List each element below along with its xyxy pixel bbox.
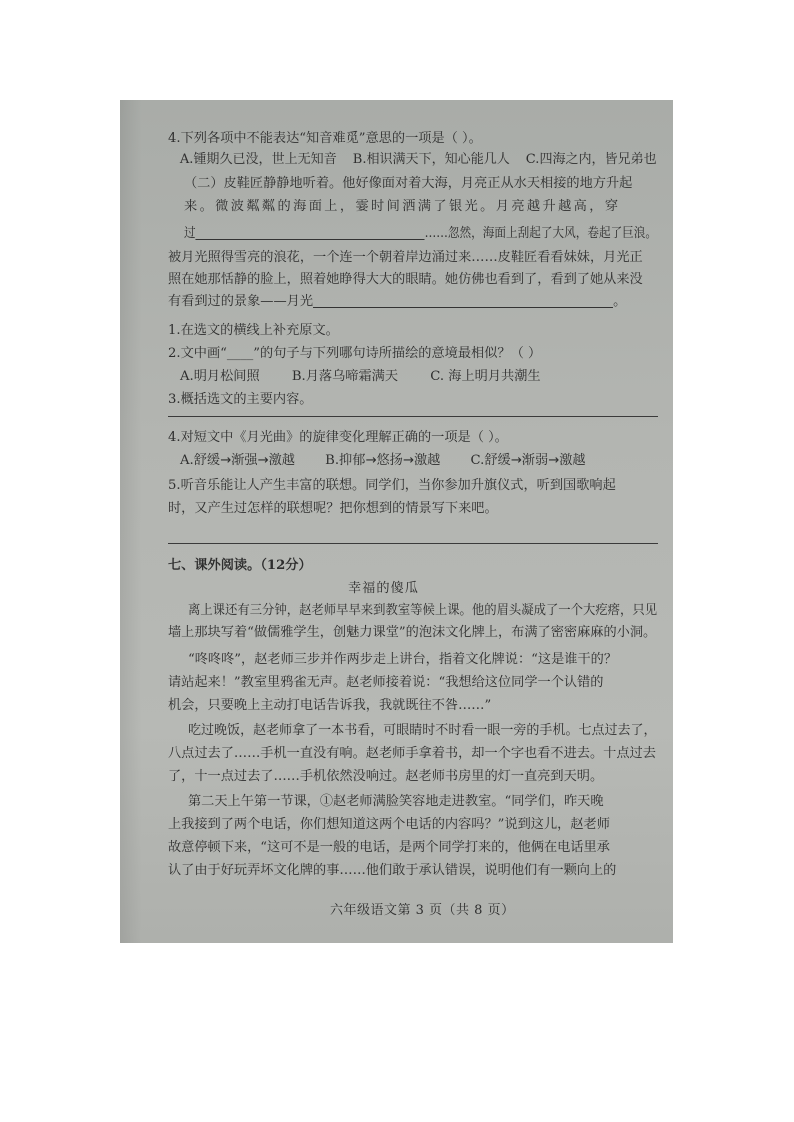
q4-option-b: B.相识满天下，知心能几人 [352, 152, 510, 167]
q4b-b-2: 悠扬 [376, 453, 403, 468]
passage-line-1: （二）皮鞋匠静静地听着。他好像面对着大海，月亮正从水天相接的地方升起 [184, 176, 633, 191]
arrow: → [548, 453, 560, 468]
story-line-4: 请站起来！”教室里鸦雀无声。赵老师接着说：“我想给这位同学一个认错的 [168, 675, 604, 690]
photographed-exam-page [120, 100, 673, 943]
arrow: → [402, 453, 414, 468]
passage-line-3-end: ……忽然，海面上刮起了大风，卷起了巨浪。 [424, 226, 658, 241]
q2-option-a: A.明月松间照 [180, 369, 260, 384]
q4b-c-2: 渐弱 [521, 453, 549, 468]
story-line-10: 上我接到了两个电话，你们想知道这两个电话的内容吗？”说到这儿，赵老师 [168, 817, 610, 832]
story-line-3: “咚咚咚”，赵老师三步并作两步走上讲台，指着文化牌说：“这是谁干的？ [188, 652, 618, 667]
passage-line-4: 被月光照得雪亮的浪花，一个连一个朝着岸边涌过来……皮鞋匠看看妹妹，月光正 [168, 250, 643, 265]
question-3: 3.概括选文的主要内容。 [168, 392, 313, 407]
passage-line-6-start: 有看到过的景象——月光 [168, 294, 314, 309]
q4b-option-b [325, 454, 440, 467]
q4b-b-3: 激越 [413, 453, 441, 468]
section-7-heading: 七、课外阅读。（12分） [168, 558, 312, 573]
story-line-9: 第二天上午第一节课，①赵老师满脸笑容地走进教室。“同学们，昨天晚 [188, 794, 604, 809]
page-shadow [120, 100, 142, 943]
question-2: 2.文中画“____”的句子与下列哪句诗所描绘的意境最相似？（ ） [168, 346, 542, 361]
story-line-8: 了，十一点过去了……手机依然没响过。赵老师书房里的灯一直亮到天明。 [168, 769, 604, 784]
q4b-a-1: A.舒缓 [180, 453, 221, 468]
question-4b: 4.对短文中《月光曲》的旋律变化理解正确的一项是（ ）。 [168, 430, 508, 445]
question-5-line-1: 5.听音乐能让人产生丰富的联想。同学们，当你参加升旗仪式，听到国歌响起 [168, 478, 616, 493]
question-2-options [168, 370, 541, 383]
q4b-b-1: B.抑郁 [325, 453, 366, 468]
story-line-2: 墙上那块写着“做儒雅学生，创魅力课堂”的泡沫文化牌上，布满了密密麻麻的小洞。 [168, 625, 657, 640]
q4b-c-1: C.舒缓 [470, 453, 511, 468]
q4b-a-3: 激越 [268, 453, 295, 468]
q4b-option-c [471, 454, 586, 467]
question-5-line-2: 时，又产生过怎样的联想呢？把你想到的情景写下来吧。 [168, 501, 498, 516]
passage-line-6 [168, 295, 626, 308]
q2-option-c: C. 海上明月共潮生 [430, 369, 541, 384]
passage-line-3-start: 过 [184, 226, 196, 241]
passage-line-2: 来。微波粼粼的海面上，霎时间洒满了银光。月亮越升越高，穿 [184, 199, 621, 214]
question-4b-options [168, 454, 586, 467]
story-title: 幸福的傻瓜 [348, 581, 419, 596]
page-footer: 六年级语文第 3 页（共 8 页） [330, 903, 515, 918]
q4-options [168, 153, 657, 166]
answer-line-5[interactable] [168, 543, 658, 544]
q4b-a-2: 渐强 [231, 453, 258, 468]
question-1: 1.在选文的横线上补充原文。 [168, 323, 339, 338]
passage-line-3 [184, 227, 657, 240]
fill-blank-2[interactable] [313, 295, 613, 308]
fill-blank-1[interactable] [196, 227, 425, 240]
story-line-6: 吃过晚饭，赵老师拿了一本书看，可眼睛时不时看一眼一旁的手机。七点过去了， [188, 723, 657, 738]
q4-option-a: A.锺期久已没，世上无知音 [179, 152, 337, 167]
story-line-7: 八点过去了……手机一直没有响。赵老师手拿着书，却一个字也看不进去。十点过去 [168, 746, 656, 761]
arrow: → [257, 453, 269, 468]
story-line-11: 故意停顿下来，“这可不是一般的电话，是两个同学打来的，他俩在电话里承 [168, 840, 610, 855]
story-line-12: 认了由于好玩弄坏文化牌的事……他们敢于承认错误，说明他们有一颗向上的 [168, 863, 617, 878]
q4b-c-3: 激越 [559, 453, 586, 468]
story-line-5: 机会，只要晚上主动打电话告诉我，我就既往不咎……” [168, 698, 492, 713]
passage-line-6-end: 。 [613, 294, 627, 309]
arrow: → [365, 453, 377, 468]
passage-line-5: 照在她那恬静的脸上，照着她睁得大大的眼睛。她仿佛也看到了，看到了她从来没 [168, 272, 643, 287]
arrow: → [220, 453, 232, 468]
q4b-option-a [180, 454, 295, 467]
q2-option-b: B.月落乌啼霜满天 [291, 369, 399, 384]
story-line-1: 离上课还有三分钟，赵老师早早来到教室等候上课。他的眉头凝成了一个大疙瘩，只见 [188, 603, 658, 618]
q4-stem: 4.下列各项中不能表达“知音难觅”意思的一项是（ ）。 [168, 131, 482, 146]
q4-option-c: C.四海之内，皆兄弟也 [525, 152, 657, 167]
arrow: → [510, 453, 522, 468]
answer-line-3[interactable] [168, 416, 658, 417]
